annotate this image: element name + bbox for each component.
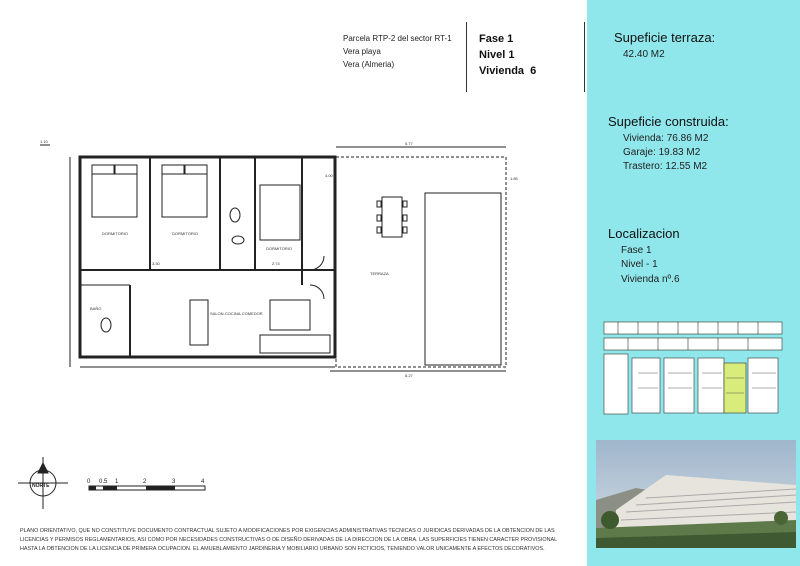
terrace-value: 42.40 M2 — [623, 49, 665, 60]
scale-tick: 3 — [172, 479, 176, 485]
location-line: Vera (Almeria) — [343, 60, 395, 69]
dimension-label: 1.10 — [40, 139, 48, 144]
room-label: BAÑO — [90, 306, 102, 311]
north-label: NORTE — [32, 483, 50, 489]
scale-tick: 0.5 — [99, 479, 108, 485]
scale-tick: 1 — [115, 479, 119, 485]
room-label: DORMITORIO — [172, 231, 198, 236]
unit-label: Vivienda 6 — [479, 65, 537, 77]
room-label: TERRAZA — [370, 271, 389, 276]
phase-label: Fase 1 — [479, 33, 514, 45]
unit-block — [479, 31, 536, 79]
built-line: Trastero: 12.55 M2 — [623, 161, 708, 172]
header-divider — [584, 22, 585, 92]
room-label: DORMITORIO — [266, 246, 292, 251]
location-block — [343, 32, 452, 71]
level-label: Nivel 1 — [479, 49, 515, 61]
built-title: Supeficie construida: — [608, 114, 729, 129]
location-title: Localizacion — [608, 226, 680, 241]
location-line: Parcela RTP-2 del sector RT-1 — [343, 34, 452, 43]
north-compass — [18, 455, 78, 510]
location-minimap — [598, 318, 788, 423]
scale-tick: 0 — [87, 479, 91, 485]
built-line: Vivienda: 76.86 M2 — [623, 133, 709, 144]
dimension-label: 4.00 — [325, 173, 333, 178]
dimension-label: 2.74 — [272, 261, 280, 266]
location-line: Vivienda nº.6 — [621, 274, 680, 285]
terrace-title: Supeficie terraza: — [614, 30, 716, 45]
built-line: Garaje: 19.83 M2 — [623, 147, 701, 158]
scale-tick: 2 — [143, 479, 147, 485]
location-line: Vera playa — [343, 47, 381, 56]
room-label: DORMITORIO — [102, 231, 128, 236]
building-render-image — [596, 440, 796, 548]
room-label: SALON-COCINA-COMEDOR — [210, 311, 263, 316]
dimension-label: 3.30 — [152, 261, 160, 266]
dimension-label: 1.85 — [510, 176, 518, 181]
header-divider — [466, 22, 467, 92]
scale-tick: 4 — [201, 479, 205, 485]
scale-bar — [85, 470, 215, 495]
dimension-label: 5.77 — [405, 141, 413, 146]
location-line: Nivel - 1 — [621, 259, 658, 270]
location-line: Fase 1 — [621, 245, 652, 256]
floor-plan — [40, 135, 550, 380]
disclaimer-text: PLANO ORIENTATIVO, QUE NO CONSTITUYE DOCUMENTO CONTRACTUAL SUJETO A MODIFICACIONES POR EXIGENCIAS ADMINISTRATIVAS TECNICAS O JURIDICAS DERIVADAS DE LA OBTENCION DE LAS LICENCIAS Y PERMISOS REGLAMENTARIOS, ASI COMO POR NECESIDADES CONSTRUCTIVAS O DE DISEÑO DERIVADAS DE LA DIRECCION DE LA OBRA. LAS SUPERFICIES TIENEN CARACTER PROVISIONAL HASTA LA OBTENCION DE LA LICENCIA DE PRIMERA OCUPACION. EL AMUEBLAMIENTO JARDINERIA Y MOBILIARIO URBANO SON FICTICIOS, TENIENDO VALOR UNICAMENTE A EFECTOS DECORATIVOS. — [20, 528, 557, 552]
dimension-label: 8.27 — [405, 373, 413, 378]
